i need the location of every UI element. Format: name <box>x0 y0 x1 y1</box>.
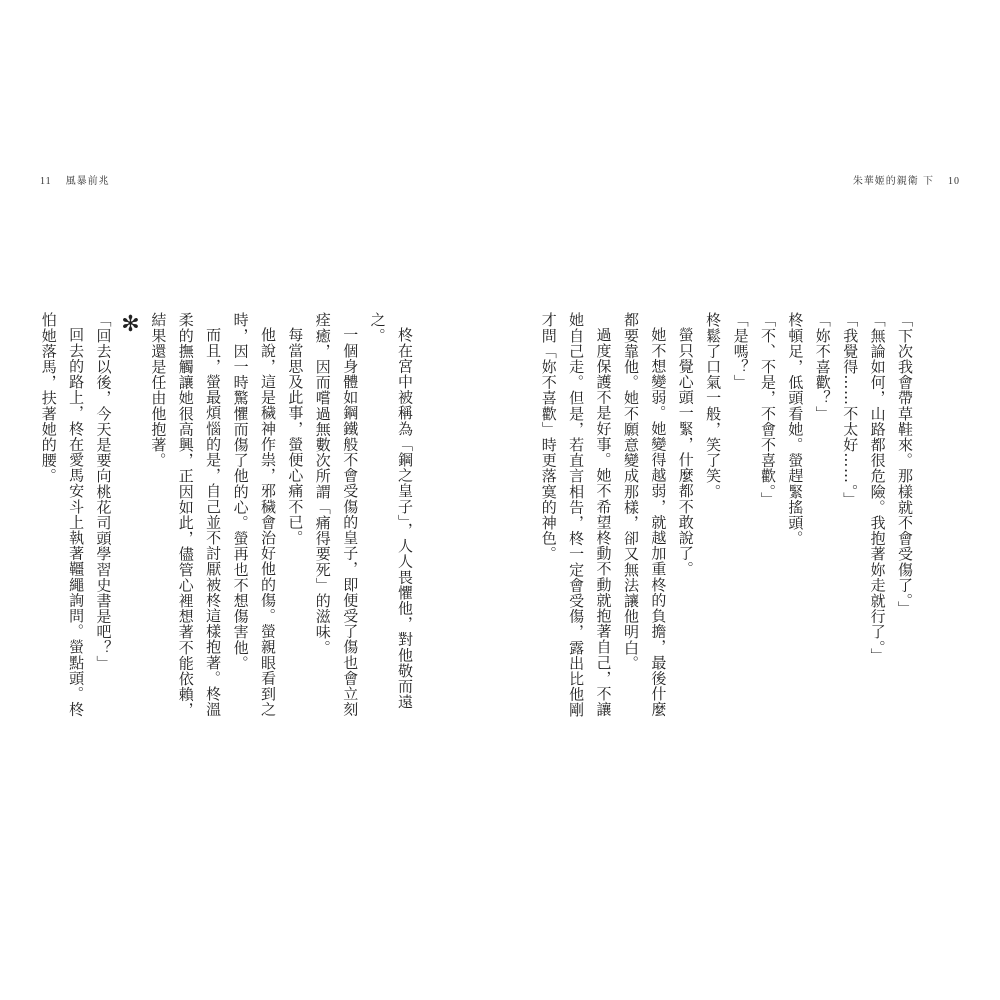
paragraph: 她不想變弱。她變得越弱，就越加重柊的負擔，最後什麼都要靠他。她不願意變成那樣，卻又無法讓他明白。 <box>621 312 668 717</box>
paragraph: 每當思及此事，螢便心痛不已。 <box>286 327 305 546</box>
right-page-number: 10 <box>948 176 960 187</box>
paragraph: 螢只覺心頭一緊，什麼都不敢說了。 <box>676 327 695 577</box>
paragraph: 而且，螢最煩惱的是，自己並不討厭被柊這樣抱著。柊溫柔的撫觸讓她很高興，正因如此，儘管心裡想著不能依賴，結果還是任由他抱著。 <box>149 312 223 718</box>
paragraph: 「我覺得……不太好……。」 <box>841 312 860 508</box>
paragraph: 過度保護不是好事。她不希望柊動不動就抱著自己，不讓她自己走。但是，若直言相告，柊一定會受傷，露出比他剛才問「妳不喜歡」時更落寞的神色。 <box>539 312 613 718</box>
left-running-title: 風暴前兆 <box>65 176 110 187</box>
paragraph: 「是嗎？」 <box>731 312 750 390</box>
left-page-text <box>39 312 418 732</box>
right-running-head <box>853 172 960 187</box>
paragraph: 「妳不喜歡？」 <box>813 312 832 422</box>
paragraph: 他說，這是穢神作祟，邪穢會治好他的傷。螢親眼看到之時，因一時驚懼而傷了他的心。螢再也不想傷害他。 <box>231 312 277 717</box>
right-running-title: 朱華姬的親衛 下 <box>852 176 934 187</box>
section-break-mark: ✻ <box>117 312 143 338</box>
paragraph: 「下次我會帶草鞋來。那樣就不會受傷了。」 <box>896 312 914 617</box>
paragraph: 「無論如何，山路都很危險。我抱著妳走就行了。」 <box>868 312 887 664</box>
left-running-head <box>40 172 110 187</box>
paragraph: 回去的路上，柊在愛馬安斗上執著韁繩詢問。螢點頭。柊怕她落馬，扶著她的腰。 <box>39 312 86 717</box>
paragraph: 「回去以後，今天是要向桃花司頭學習史書是吧？」 <box>94 312 113 671</box>
right-page-text <box>539 312 918 732</box>
paragraph: 一個身體如鋼鐵般不會受傷的皇子，即便受了傷也會立刻痊癒，因而嚐過無數次所謂「痛得要死」的滋味。 <box>313 312 360 717</box>
paragraph: 柊鬆了口氣一般，笑了笑。 <box>704 312 723 500</box>
paragraph: 柊在宮中被稱為「鋼之皇子」，人人畏懼他，對他敬而遠之。 <box>368 312 414 710</box>
left-page-number: 11 <box>40 176 52 187</box>
paragraph: 「不、不是，不會不喜歡。」 <box>758 312 777 508</box>
paragraph: 柊頓足，低頭看她。螢趕緊搖頭。 <box>786 312 805 546</box>
